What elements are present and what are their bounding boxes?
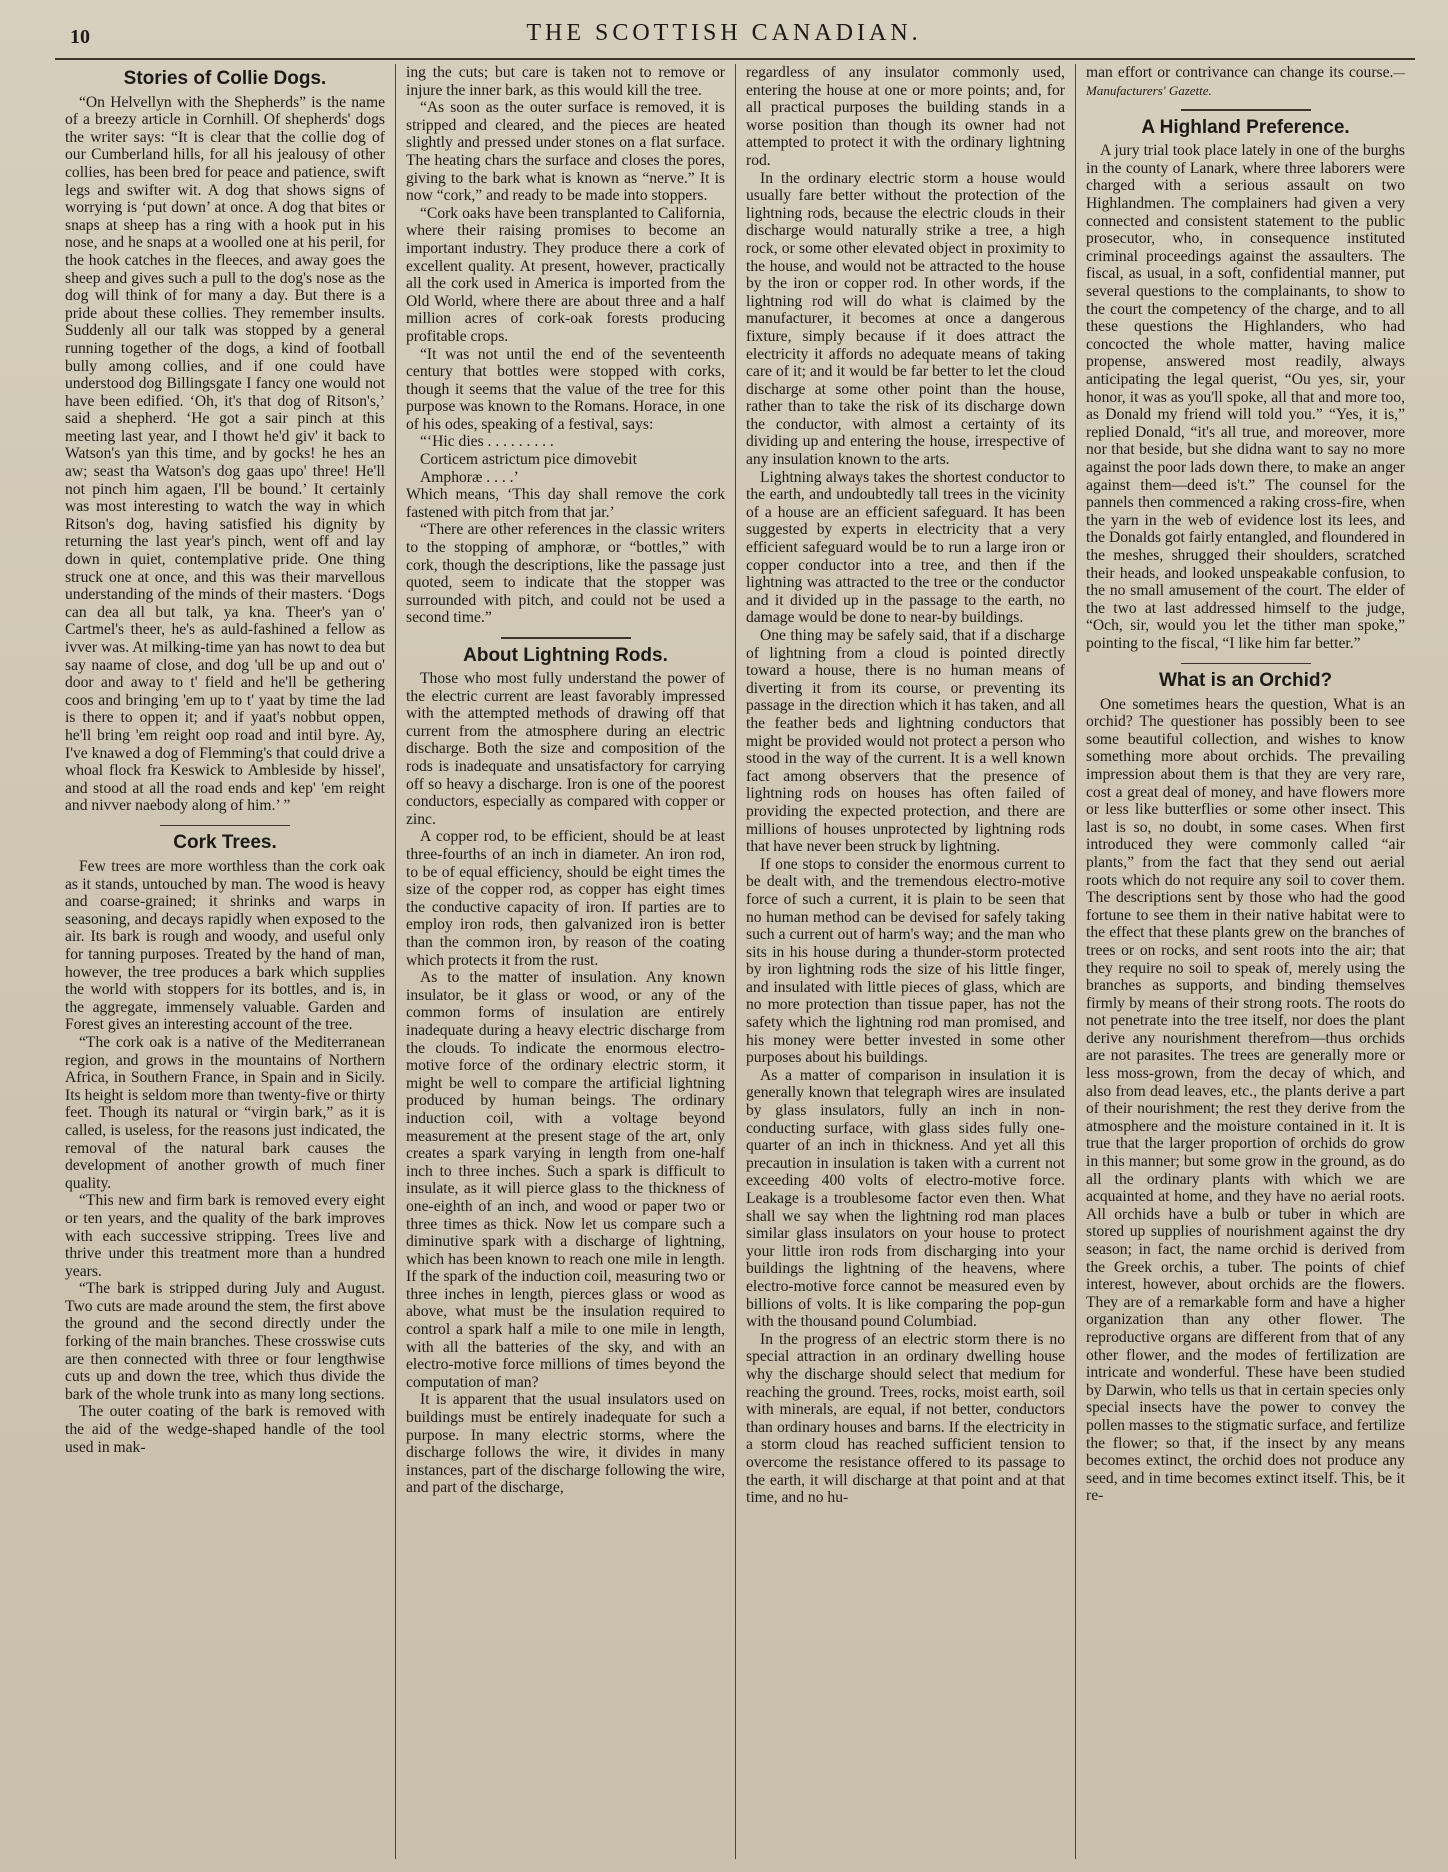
column-4	[1075, 64, 1415, 1859]
article-paragraph: If one stops to consider the enormous current to be dealt with, and the tremendous electro-motive force of such a current, it is plain to be seen that no human method can be devised for safely taking such a current out of harm's way; and the man who sits in his house during a thunder-storm protected by iron lightning rods the size of his little finger, and insulated with little pieces of glass, which are no more protection than tissue paper, has not the safety which the lightning rod man promised, and his money were better invested in some other purposes about his buildings.	[746, 855, 1065, 1067]
article-paragraph: The outer coating of the bark is removed with the aid of the wedge-shaped handle of the tool used in mak-	[65, 1403, 385, 1456]
article-columns	[55, 64, 1417, 1859]
article-paragraph: As to the matter of insulation. Any known insulator, be it glass or wood, or any of the common forms of insulation are entirely inadequate during a heavy electric discharge from the clouds. To indicate the enormous electro-motive force of the ordinary electric storm, it might be well to compare the artificial lightning produced by human beings. The ordinary induction coil, with a voltage beyond measurement at the present stage of the art, only creates a spark varying in length from one-half inch to three inches. Such a spark is difficult to insulate, as it will pierce glass to the thickness of one-eighth of an inch, and wood or paper two or three times as thick. Now let us compare such a diminutive spark with a discharge of lightning, which has been known to reach one mile in length. If the spark of the induction coil, measuring two or three inches in length, pierces glass or wood as above, what must be the insulation required to control a spark half a mile to one mile in length, with all the batteries of the sky, and with an electro-motive force millions of times beyond the computation of man?	[406, 969, 725, 1391]
article-paragraph: It is apparent that the usual insulators used on buildings must be entirely inadequate for such a purpose. In many electric storms, where the discharge follows the wire, it divides in many instances, part of the discharge following the wire, and part of the discharge,	[406, 1391, 725, 1497]
article-paragraph: A jury trial took place lately in one of the burghs in the county of Lanark, where three laborers were charged with a serious assault on two Highlandmen. The complainers had given a very connected and consistent statement to the public prosecutor, who, in consequence instituted criminal proceedings against the assaulters. The fiscal, as usual, in a soft, confidential manner, put several questions to the complainants, to show to the court the competency of the charge, and to all these questions the Highlanders, who had concocted the whole matter, having malice propense, answered most readily, always anticipating the legal querist, “Ou yes, sir, your honor, it was as you'll spoke, all that and more too, as Donald my friend will told you.” “Yes, it is,” replied Donald, “it's all true, and moreover, more nor that beside, but she didna want to say no more against the poor lads down there, to make an anger against them—deed is't.” The counsel for the pannels then commenced a raking cross-fire, when the yarn in the web of evidence lost its lees, and the Donalds got fairly entangled, and floundered in the meshes, shrugged their shoulders, scratched their heads, and looked unspeakable confusion, to the no small amusement of the court. The elder of the two at last addressed himself to the judge, “Och, sir, would you let the tither man spoke,” pointing to the fiscal, “I like him far better.”	[1086, 142, 1405, 652]
latin-quote-line: Corticem astrictum pice dimovebit	[420, 451, 637, 469]
page-number: 10	[70, 26, 90, 48]
article-paragraph: Those who most fully understand the power of the electric current are least favorably impressed with the attempted methods of drawing off that current from the atmosphere during an electric discharge. Both the size and composition of the rods is inadequate and unsatisfactory for carrying off so heavy a discharge. Iron is one of the poorest conductors, especially as compared with copper or zinc.	[406, 670, 725, 828]
article-paragraph: A copper rod, to be efficient, should be at least three-fourths of an inch in diameter. An iron rod, to be of equal efficiency, should be eight times the size of the copper rod, as copper has eight times the conductive capacity of iron. If parties are to employ iron rods, then galvanized iron is better than the common iron, by reason of the coating which protects it from the rust.	[406, 828, 725, 969]
article-paragraph: ing the cuts; but care is taken not to remove or injure the inner bark, as this would kill the tree.	[406, 64, 725, 99]
column-2	[395, 64, 735, 1859]
newspaper-title: THE SCOTTISH CANADIAN.	[526, 20, 922, 46]
column-1	[55, 64, 395, 1859]
article-paragraph: “There are other references in the classic writers to the stopping of amphoræ, or “bottles,” with cork, though the descriptions, like the passage just quoted, seem to indicate that the stopper was surrounded with pitch, and could not be used a second time.”	[406, 521, 725, 627]
article-paragraph: “As soon as the outer surface is removed, it is stripped and cleared, and the pieces are heated slightly and pressed under stones on a flat surface. The heating chars the surface and closes the pores, giving to the bark what is known as “nerve.” It is now “cork,” and ready to be made into stoppers.	[406, 99, 725, 205]
article-separator	[1181, 109, 1311, 111]
article-paragraph: In the progress of an electric storm there is no special attraction in an ordinary dwelling house why the discharge should select that medium for reaching the ground. Trees, rocks, moist earth, soil with minerals, are equal, if not better, conductors than ordinary houses and barns. If the electricity in a storm cloud has reached sufficient tension to overcome the resistance offered to its passage to the earth, it will discharge at that point and at that time, and no hu-	[746, 1330, 1065, 1507]
column-3	[735, 64, 1075, 1859]
article-paragraph: As a matter of comparison in insulation it is generally known that telegraph wires are insulated by glass insulators, fully an inch in non-conducting surface, with glass sides fully one-quarter of an inch in thickness. And yet all this precaution in insulation is taken with a current not exceeding 400 volts of electro-motive force. Leakage is a troublesome factor even then. What shall we say when the lightning rod man places similar glass insulators on your house to protect your little iron rods from discharging into your buildings the lightning of the heavens, where electro-motive force cannot be measured even by billions of volts. It is like comparing the pop-gun with the thousand pound Columbiad.	[746, 1066, 1065, 1331]
article-paragraph: “Cork oaks have been transplanted to California, where their raising promises to become an important industry. They produce there a cork of excellent quality. At present, however, practically all the cork used in America is imported from the Old World, where there are about three and a half million acres of cork-oak forests producing profitable crops.	[406, 204, 725, 345]
masthead	[0, 16, 1448, 56]
article-paragraph: “On Helvellyn with the Shepherds” is the name of a breezy article in Cornhill. Of shepherds' dogs the writer says: “It is clear that the collie dog of our Cumberland hills, for all his jealousy of other collies, has been bred for peace and patience, swift legs and swifter wit. A dog that shows signs of worrying is ‘put down’ at once. A dog that bites or snaps at sheep has a ring with a hook put in his nose, and he snaps at a woolled one at his peril, for the hook catches in the fleeces, and away goes the sheep and gives such a pull to the dog's nose as the dog will think of for many a day. But there is a pride about these collies. They remember insults. Suddenly all our talk was stopped by a general running together of the dogs, a kind of football bully among collies, and if one could have understood dog Billingsgate I fancy one would not have been edified. ‘Oh, it's that dog of Ritson's,’ said a shepherd. ‘He got a sair pinch at this meeting last year, and I thowt he'd giv' it back to Watson's yan this time, and by gocks! he hes an aw; seast tha Watson's dog gaas upo' three! He'll not pinch him agaen, I'll be bound.’ It certainly was most interesting to watch the way in which Ritson's dog, having satisfied his dignity by returning the last year's pinch, went off and lay down in quiet, contemplative pride. One thing struck one at once, and this was their marvellous understanding of the minds of their masters. ‘Dogs can dea all but talk, ya kna. Theer's yan o' Cartmel's theer, he's as auld-fashined a fellow as ivver was. At milking-time yan has nowt to dea but say naame of close, and dog 'ull be up and out o' door and away to t' field and he'll be gethering coos and bringing 'em up to t' yaat by time the lad is there to oppen it; and if yaat's nobbut oppen, he'll bring 'em reight oop road and intil byre. Ay, I've knawed a dog of Flemming's that could drive a whoal flock fra Keswick to Ambleside by hissel', and stood at all the road ends and kep' 'em reight and nivver naebody along of him.’ ”	[65, 93, 385, 815]
article-paragraph: In the ordinary electric storm a house would usually fare better without the protection of the lightning rods, because the electric clouds in their discharge would naturally strike a tree, a high rock, or some other elevated object in proximity to the house, and would not be attracted to the house by the iron or copper rod. In other words, if the lightning rod will do what is claimed by the manufacturer, it becomes at once a dangerous fixture, simply because if it does attract the electricity it affords no adequate means of taking care of it; and it would be far better to let the cloud discharge at some other point than the house, rather than to take the risk of its discharge down the conductor, with almost a certainty of its dividing up and entering the house, irrespective of any insulation known to the arts.	[746, 169, 1065, 469]
article-paragraph: Lightning always takes the shortest conductor to the earth, and undoubtedly tall trees in the vicinity of a house are an efficient safeguard. It has been suggested by experts in electricity that a very efficient safeguard would be to run a large iron or copper conductor into a tree, and then if the lightning was attracted to the tree or the conductor and it divided up in the passage to the earth, no damage would be done to near-by buildings.	[746, 468, 1065, 627]
article-heading-cork-trees: Cork Trees.	[173, 832, 277, 854]
article-paragraph: “The bark is stripped during July and August. Two cuts are made around the stem, the first above the ground and the second directly under the forking of the main branches. These crosswise cuts are then connected with three or four lengthwise cuts up and down the tree, which thus divide the bark of the whole trunk into as many long sections.	[65, 1280, 385, 1403]
article-paragraph: One thing may be safely said, that if a discharge of lightning from a cloud is pointed directly toward a house, there is no human means of diverting it from its course, or preventing its passage in the direction which it has taken, and all the feather beds and lightning conductors that might be provided would not protect a person who stood in the way of the current. It is a well known fact among observers that the presence of lightning rods on houses has often failed of providing the expected protection, and there are millions of houses unprotected by lightning rods that have never been struck by lightning.	[746, 627, 1065, 856]
article-paragraph: Few trees are more worthless than the cork oak as it stands, untouched by man. The wood is heavy and coarse-grained; it shrinks and warps in seasoning, and decays rapidly when exposed to the air. Its bark is rough and woody, and useful only for tanning purposes. Treated by the hand of man, however, the tree produces a bark which supplies the world with stoppers for its bottles, and is, in the aggregate, immensely valuable. Garden and Forest gives an interesting account of the tree.	[65, 858, 385, 1034]
source-credit: —Manufacturers' Gazette.	[1086, 65, 1405, 98]
article-heading-orchid: What is an Orchid?	[1158, 670, 1333, 691]
article-paragraph: “The cork oak is a native of the Mediterranean region, and grows in the mountains of Northern Africa, in Southern France, in Spain and in Sicily. Its height is seldom more than twenty-five or thirty feet. Though its natural or “virgin bark,” as it is called, is useless, for the reasons just indicated, the removal of the natural bark causes the development of another growth of much finer quality.	[65, 1033, 385, 1192]
article-heading-lightning-rods: About Lightning Rods.	[463, 644, 668, 666]
article-heading-highland-preference: A Highland Preference.	[1141, 116, 1350, 138]
article-paragraph: “It was not until the end of the seventeenth century that bottles were stopped with corks, though it seems that the value of the tree for this purpose was known to the Romans. Horace, in one of his odes, speaking of a festival, says:	[406, 345, 725, 433]
article-paragraph: regardless of any insulator commonly used, entering the house at one or more points; and, for all practical purposes the building stands in a worse position than though its owner had not attempted to protect it with the ordinary lightning rod.	[746, 64, 1065, 169]
article-paragraph: “This new and firm bark is removed every eight or ten years, and the quality of the bark improves with each successive stripping. Trees live and thrive under this treatment more than a hundred years.	[65, 1192, 385, 1280]
article-text: man effort or contrivance can change its course.	[1086, 64, 1394, 81]
article-separator	[1181, 663, 1311, 665]
latin-quote-line: Amphoræ . . . .’	[420, 468, 519, 486]
article-heading-collie-dogs: Stories of Collie Dogs.	[123, 68, 327, 89]
latin-quote-line: “‘Hic dies . . . . . . . . .	[420, 433, 554, 451]
article-paragraph: Which means, ‘This day shall remove the cork fastened with pitch from that jar.’	[406, 486, 725, 521]
article-separator	[160, 825, 290, 827]
article-paragraph	[1086, 64, 1405, 99]
header-rule	[55, 58, 1415, 60]
article-separator	[501, 637, 631, 639]
article-paragraph: One sometimes hears the question, What is an orchid? The questioner has possibly been to see some beautiful collection, and wishes to know something more about orchids. The prevailing impression about them is that they are very rare, cost a great deal of money, and have flowers more or less like butterflies or some other insect. This last is so, no doubt, in some cases. When first introduced they were commonly called “air plants,” from the fact that they send out aerial roots which do not require any soil to cover them. The descriptions sent by those who had the good fortune to see them in their native habitat were to the effect that these plants grew on the branches of trees or on rocks, and sent roots into the air; that they require no soil to speak of, merely using the branches as supports, and binding themselves firmly by means of their strong roots. The roots do not penetrate into the tree itself, nor does the plant derive any nourishment therefrom—thus orchids are not parasites. The trees are generally more or less moss-grown, from the decay of which, and also from dead leaves, etc., the plants derive a part of their nourishment; the rest they derive from the atmosphere and the moisture contained in it. It is true that the larger proportion of orchids do grow in this manner; but some grow in the ground, as do all the ordinary plants with which we are acquainted at home, and they have no aerial roots. All orchids have a bulb or tuber in which are stored up supplies of nourishment against the dry season; in fact, the name orchid is derived from the Greek orchis, a tuber. The points of chief interest, however, about orchids are the flowers. They are of a remarkable form and have a higher organization than any other flower. The reproductive organs are different from that of any other flower, and the modes of fertilization are intricate and wonderful. These have been studied by Darwin, who tells us that in certain species only special insects have the power to convey the pollen masses to the stigmatic surface, and fertilize the flower; so that, if the insect by any means becomes extinct, the orchid does not produce any seed, and in time becomes extinct itself. This, be it re-	[1086, 695, 1405, 1505]
